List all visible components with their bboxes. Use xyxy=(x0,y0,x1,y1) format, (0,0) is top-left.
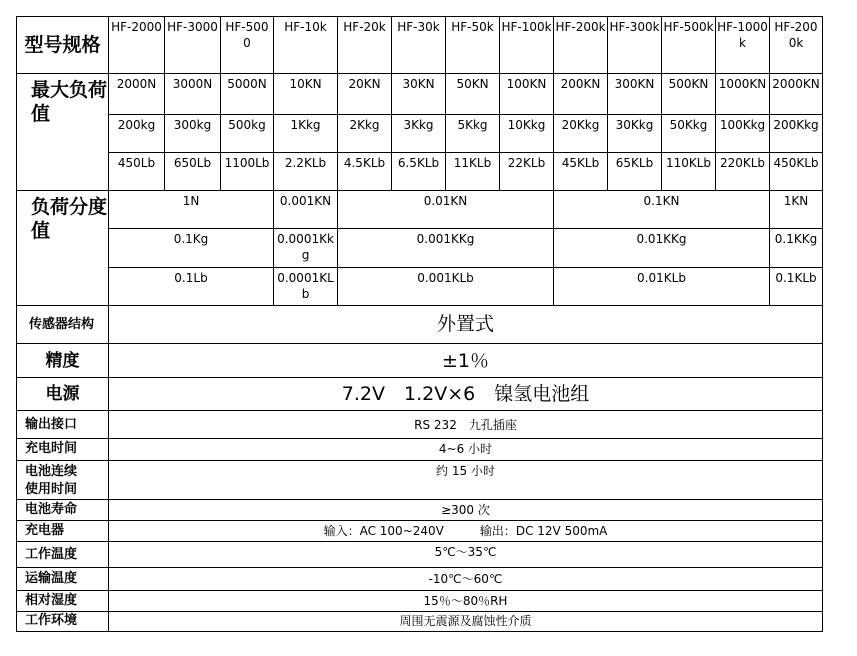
humidity-value: 15％～80％RH xyxy=(109,590,823,611)
charger-row xyxy=(17,521,823,542)
environment-row xyxy=(17,611,823,631)
max-load-kg-cell: 5Kkg xyxy=(446,114,500,152)
battery-time-label: 电池连续使用时间 xyxy=(17,460,109,499)
division-kg-cell: 0.01KKg xyxy=(554,229,770,267)
max-load-lb-cell: 6.5KLb xyxy=(392,152,446,190)
max-load-kg-cell: 500kg xyxy=(221,114,274,152)
division-kg-cell: 0.1KKg xyxy=(770,229,823,267)
max-load-kg-cell: 1Kkg xyxy=(274,114,338,152)
transport-temp-label: 运输温度 xyxy=(17,568,109,590)
max-load-kg-cell: 30Kkg xyxy=(608,114,662,152)
max-load-kg-cell: 100Kkg xyxy=(716,114,770,152)
model-cell: HF-300k xyxy=(608,17,662,74)
max-load-n-cell: 5000N xyxy=(221,74,274,114)
max-load-row-kg xyxy=(17,114,823,152)
max-load-lb-cell: 45KLb xyxy=(554,152,608,190)
sensor-value: 外置式 xyxy=(109,305,823,343)
max-load-lb-cell: 4.5KLb xyxy=(338,152,392,190)
division-n-cell: 1N xyxy=(109,191,274,229)
battery-time-row xyxy=(17,460,823,499)
max-load-n-cell: 20KN xyxy=(338,74,392,114)
spec-table xyxy=(16,16,823,632)
max-load-lb-cell: 650Lb xyxy=(165,152,221,190)
model-cell: HF-500k xyxy=(662,17,716,74)
model-cell: HF-3000 xyxy=(165,17,221,74)
max-load-kg-cell: 200kg xyxy=(109,114,165,152)
transport-temp-value: -10℃～60℃ xyxy=(109,568,823,590)
division-n-cell: 0.01KN xyxy=(338,191,554,229)
max-load-kg-cell: 20Kkg xyxy=(554,114,608,152)
model-cell: HF-20k xyxy=(338,17,392,74)
battery-life-value: ≥300 次 xyxy=(109,500,823,521)
max-load-label: 最大负荷值 xyxy=(17,74,109,191)
max-load-kg-cell: 10Kkg xyxy=(500,114,554,152)
max-load-row-lb xyxy=(17,152,823,190)
accuracy-row xyxy=(17,344,823,378)
charge-time-label: 充电时间 xyxy=(17,438,109,460)
max-load-kg-cell: 200Kkg xyxy=(770,114,823,152)
max-load-n-cell: 10KN xyxy=(274,74,338,114)
sensor-label: 传感器结构 xyxy=(17,305,109,343)
division-kg-cell: 0.1Kg xyxy=(109,229,274,267)
work-temp-value: 5℃～35℃ xyxy=(109,542,823,568)
model-label: 型号规格 xyxy=(17,17,109,74)
division-lb-cell: 0.0001KLb xyxy=(274,267,338,305)
division-n-cell: 1KN xyxy=(770,191,823,229)
power-label: 电源 xyxy=(17,378,109,411)
division-n-cell: 0.001KN xyxy=(274,191,338,229)
max-load-lb-cell: 450KLb xyxy=(770,152,823,190)
max-load-lb-cell: 1100Lb xyxy=(221,152,274,190)
battery-life-row xyxy=(17,500,823,521)
environment-label: 工作环境 xyxy=(17,611,109,631)
division-row-kg xyxy=(17,229,823,267)
division-label: 负荷分度值 xyxy=(17,191,109,306)
power-value: 7.2V 1.2V×6 镍氢电池组 xyxy=(109,378,823,411)
charge-time-row xyxy=(17,438,823,460)
max-load-n-cell: 1000KN xyxy=(716,74,770,114)
model-cell: HF-30k xyxy=(392,17,446,74)
max-load-n-cell: 200KN xyxy=(554,74,608,114)
division-n-cell: 0.1KN xyxy=(554,191,770,229)
model-cell: HF-200k xyxy=(554,17,608,74)
humidity-label: 相对湿度 xyxy=(17,590,109,611)
model-cell: HF-5000 xyxy=(221,17,274,74)
max-load-n-cell: 2000KN xyxy=(770,74,823,114)
work-temp-label: 工作温度 xyxy=(17,542,109,568)
accuracy-value: ±1％ xyxy=(109,344,823,378)
battery-time-value: 约 15 小时 xyxy=(109,460,823,499)
model-cell: HF-2000 xyxy=(109,17,165,74)
max-load-kg-cell: 50Kkg xyxy=(662,114,716,152)
max-load-n-cell: 300KN xyxy=(608,74,662,114)
max-load-lb-cell: 65KLb xyxy=(608,152,662,190)
max-load-kg-cell: 2Kkg xyxy=(338,114,392,152)
model-cell: HF-1000k xyxy=(716,17,770,74)
division-kg-cell: 0.001KKg xyxy=(338,229,554,267)
sensor-row xyxy=(17,305,823,343)
model-cell: HF-2000k xyxy=(770,17,823,74)
output-label: 输出接口 xyxy=(17,411,109,438)
transport-temp-row xyxy=(17,568,823,590)
charger-label: 充电器 xyxy=(17,521,109,542)
model-row xyxy=(17,17,823,74)
model-cell: HF-50k xyxy=(446,17,500,74)
max-load-lb-cell: 110KLb xyxy=(662,152,716,190)
model-cell: HF-10k xyxy=(274,17,338,74)
max-load-kg-cell: 300kg xyxy=(165,114,221,152)
charger-value: 输入：AC 100~240V 输出：DC 12V 500mA xyxy=(109,521,823,542)
division-row-n xyxy=(17,191,823,229)
model-cell: HF-100k xyxy=(500,17,554,74)
work-temp-row xyxy=(17,542,823,568)
environment-value: 周围无震源及腐蚀性介质 xyxy=(109,611,823,631)
max-load-n-cell: 3000N xyxy=(165,74,221,114)
max-load-n-cell: 30KN xyxy=(392,74,446,114)
division-lb-cell: 0.001KLb xyxy=(338,267,554,305)
humidity-row xyxy=(17,590,823,611)
max-load-lb-cell: 11KLb xyxy=(446,152,500,190)
max-load-n-cell: 500KN xyxy=(662,74,716,114)
max-load-row-n xyxy=(17,74,823,114)
power-row xyxy=(17,378,823,411)
output-row xyxy=(17,411,823,438)
battery-life-label: 电池寿命 xyxy=(17,500,109,521)
max-load-kg-cell: 3Kkg xyxy=(392,114,446,152)
division-lb-cell: 0.01KLb xyxy=(554,267,770,305)
max-load-lb-cell: 2.2KLb xyxy=(274,152,338,190)
accuracy-label: 精度 xyxy=(17,344,109,378)
max-load-lb-cell: 220KLb xyxy=(716,152,770,190)
division-lb-cell: 0.1KLb xyxy=(770,267,823,305)
division-lb-cell: 0.1Lb xyxy=(109,267,274,305)
max-load-lb-cell: 22KLb xyxy=(500,152,554,190)
max-load-n-cell: 50KN xyxy=(446,74,500,114)
division-kg-cell: 0.0001Kkg xyxy=(274,229,338,267)
max-load-lb-cell: 450Lb xyxy=(109,152,165,190)
charge-time-value: 4~6 小时 xyxy=(109,438,823,460)
output-value: RS 232 九孔插座 xyxy=(109,411,823,438)
max-load-n-cell: 100KN xyxy=(500,74,554,114)
max-load-n-cell: 2000N xyxy=(109,74,165,114)
division-row-lb xyxy=(17,267,823,305)
